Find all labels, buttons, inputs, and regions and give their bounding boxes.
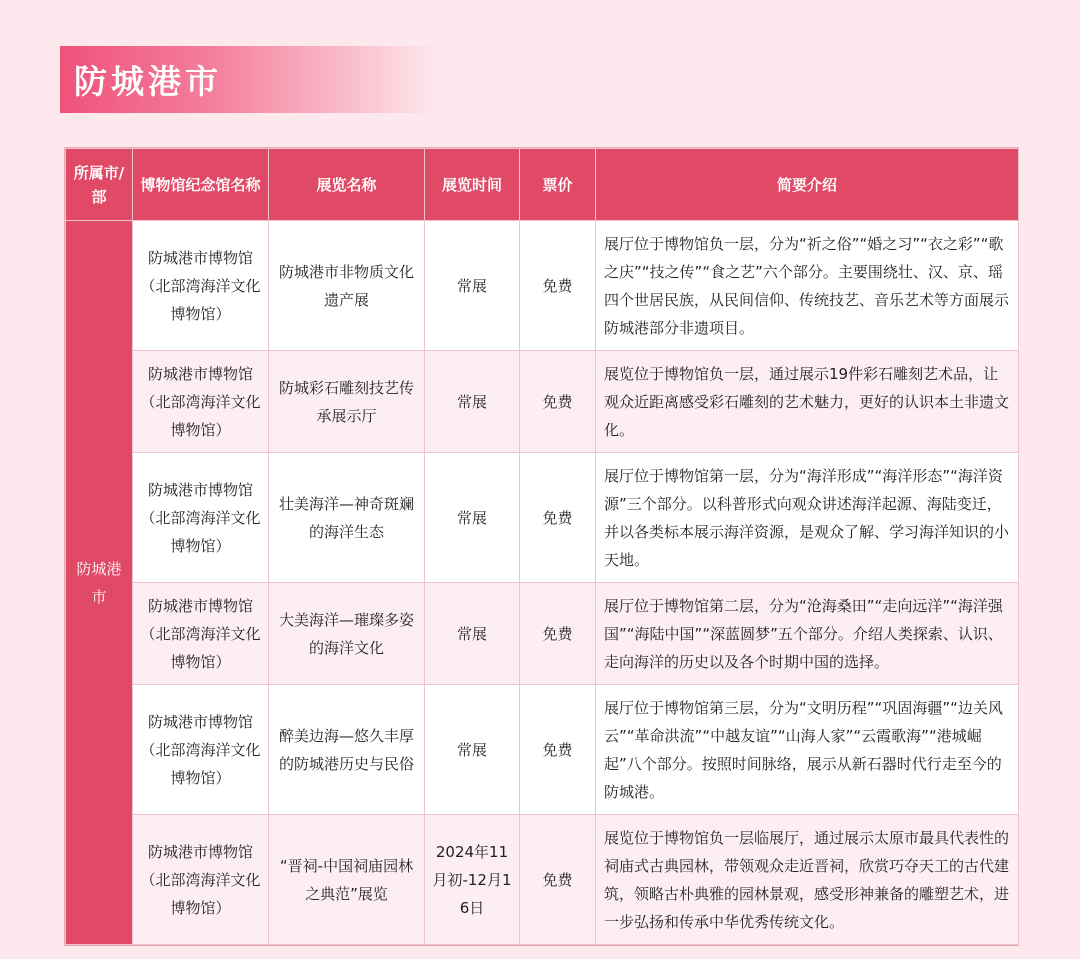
exhibition-cell: “晋祠-中国祠庙园林之典范”展览 xyxy=(269,815,425,945)
exhibition-table xyxy=(64,147,1019,946)
exhibition-cell: 防城彩石雕刻技艺传承展示厅 xyxy=(269,351,425,453)
table-row xyxy=(66,453,1019,583)
museum-cell: 防城港市博物馆（北部湾海洋文化博物馆） xyxy=(133,685,269,815)
price-cell: 免费 xyxy=(520,221,596,351)
header-time: 展览时间 xyxy=(425,149,520,221)
intro-cell: 展厅位于博物馆第三层，分为“文明历程”“巩固海疆”“边关风云”“革命洪流”“中越友谊”“山海人家”“云霞歌海”“港城崛起”八个部分。按照时间脉络，展示从新石器时代行走至今的防城港。 xyxy=(596,685,1019,815)
time-cell: 常展 xyxy=(425,453,520,583)
time-cell: 常展 xyxy=(425,351,520,453)
price-cell: 免费 xyxy=(520,815,596,945)
price-cell: 免费 xyxy=(520,351,596,453)
header-price: 票价 xyxy=(520,149,596,221)
intro-cell: 展厅位于博物馆第一层，分为“海洋形成”“海洋形态”“海洋资源”三个部分。以科普形式向观众讲述海洋起源、海陆变迁，并以各类标本展示海洋资源，是观众了解、学习海洋知识的小天地。 xyxy=(596,453,1019,583)
price-cell: 免费 xyxy=(520,453,596,583)
intro-cell: 展览位于博物馆负一层临展厅，通过展示太原市最具代表性的祠庙式古典园林，带领观众走近晋祠，欣赏巧夺天工的古代建筑，领略古朴典雅的园林景观，感受形神兼备的雕塑艺术，进一步弘扬和传承中华优秀传统文化。 xyxy=(596,815,1019,945)
museum-cell: 防城港市博物馆（北部湾海洋文化博物馆） xyxy=(133,815,269,945)
intro-cell: 展览位于博物馆负一层，通过展示19件彩石雕刻艺术品，让观众近距离感受彩石雕刻的艺术魅力，更好的认识本土非遗文化。 xyxy=(596,351,1019,453)
intro-cell: 展厅位于博物馆负一层，分为“祈之俗”“婚之习”“衣之彩”“歌之庆”“技之传”“食之艺”六个部分。主要围绕壮、汉、京、瑶四个世居民族，从民间信仰、传统技艺、音乐艺术等方面展示防城港部分非遗项目。 xyxy=(596,221,1019,351)
header-intro: 简要介绍 xyxy=(596,149,1019,221)
header-exhibition: 展览名称 xyxy=(269,149,425,221)
time-cell: 常展 xyxy=(425,221,520,351)
table-row xyxy=(66,351,1019,453)
time-cell: 常展 xyxy=(425,583,520,685)
table-row xyxy=(66,221,1019,351)
header-museum: 博物馆纪念馆名称 xyxy=(133,149,269,221)
city-cell: 防城港市 xyxy=(66,221,133,945)
table-header-row xyxy=(66,149,1019,221)
museum-cell: 防城港市博物馆（北部湾海洋文化博物馆） xyxy=(133,583,269,685)
exhibition-cell: 防城港市非物质文化遗产展 xyxy=(269,221,425,351)
table-row xyxy=(66,685,1019,815)
table-row xyxy=(66,815,1019,945)
exhibition-cell: 壮美海洋—神奇斑斓的海洋生态 xyxy=(269,453,425,583)
exhibition-cell: 大美海洋—璀璨多姿的海洋文化 xyxy=(269,583,425,685)
page-title: 防城港市 xyxy=(74,62,222,101)
time-cell: 2024年11月初-12月16日 xyxy=(425,815,520,945)
museum-cell: 防城港市博物馆（北部湾海洋文化博物馆） xyxy=(133,453,269,583)
price-cell: 免费 xyxy=(520,685,596,815)
time-cell: 常展 xyxy=(425,685,520,815)
table-row xyxy=(66,583,1019,685)
price-cell: 免费 xyxy=(520,583,596,685)
museum-cell: 防城港市博物馆（北部湾海洋文化博物馆） xyxy=(133,351,269,453)
title-banner xyxy=(60,46,440,113)
museum-cell: 防城港市博物馆（北部湾海洋文化博物馆） xyxy=(133,221,269,351)
exhibition-cell: 醉美边海—悠久丰厚的防城港历史与民俗 xyxy=(269,685,425,815)
header-city: 所属市/部 xyxy=(66,149,133,221)
intro-cell: 展厅位于博物馆第二层，分为“沧海桑田”“走向远洋”“海洋强国”“海陆中国”“深蓝圆梦”五个部分。介绍人类探索、认识、走向海洋的历史以及各个时期中国的选择。 xyxy=(596,583,1019,685)
